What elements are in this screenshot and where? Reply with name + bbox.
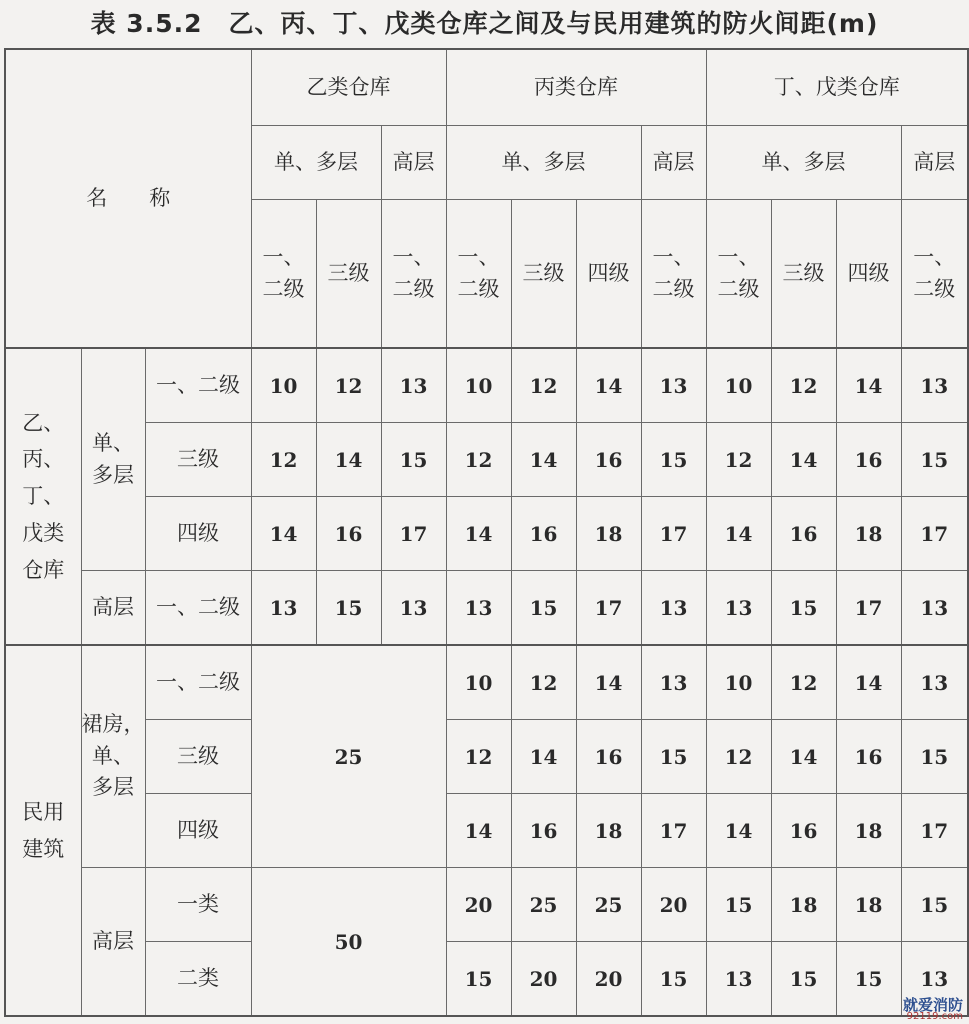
value-cell: 17 xyxy=(576,571,641,646)
high-label: 高层 xyxy=(81,571,145,646)
value-cell: 14 xyxy=(511,720,576,794)
value-cell: 15 xyxy=(511,571,576,646)
value-cell: 18 xyxy=(576,794,641,868)
grade-3-header: 三级 xyxy=(511,200,576,349)
table-row xyxy=(5,497,968,571)
grade-4-header: 四级 xyxy=(836,200,901,349)
value-cell: 14 xyxy=(836,348,901,423)
table-row xyxy=(5,720,968,794)
value-cell: 17 xyxy=(901,794,968,868)
value-cell: 12 xyxy=(446,423,511,497)
grade-12-header: 一、 二级 xyxy=(446,200,511,349)
value-cell: 15 xyxy=(446,942,511,1017)
value-cell: 16 xyxy=(771,794,836,868)
value-cell: 10 xyxy=(446,645,511,720)
value-cell: 13 xyxy=(901,348,968,423)
value-cell: 14 xyxy=(316,423,381,497)
grade-label: 一、二级 xyxy=(145,645,251,720)
grade-12-header: 一、 二级 xyxy=(901,200,968,349)
grade-12-header: 一、 二级 xyxy=(381,200,446,349)
value-cell: 20 xyxy=(641,868,706,942)
high-label: 高层 xyxy=(81,868,145,1017)
value-cell: 18 xyxy=(771,868,836,942)
value-cell: 12 xyxy=(251,423,316,497)
value-cell: 15 xyxy=(836,942,901,1017)
grade-label: 三级 xyxy=(145,720,251,794)
value-cell: 12 xyxy=(706,720,771,794)
value-cell: 13 xyxy=(641,645,706,720)
value-cell: 15 xyxy=(771,571,836,646)
value-cell: 10 xyxy=(706,348,771,423)
table-row xyxy=(5,942,968,1017)
watermark-site: 92119.com xyxy=(906,1011,963,1022)
value-cell: 12 xyxy=(706,423,771,497)
grade-12-header: 一、 二级 xyxy=(706,200,771,349)
grade-label: 四级 xyxy=(145,794,251,868)
value-cell: 16 xyxy=(511,497,576,571)
value-cell: 13 xyxy=(381,348,446,423)
watermark-logo xyxy=(853,996,963,1022)
value-cell: 10 xyxy=(446,348,511,423)
value-cell: 15 xyxy=(771,942,836,1017)
value-cell: 14 xyxy=(511,423,576,497)
value-cell: 15 xyxy=(901,868,968,942)
value-cell: 15 xyxy=(641,423,706,497)
group-bing: 丙类仓库 xyxy=(446,49,706,126)
value-cell: 16 xyxy=(576,423,641,497)
table-row xyxy=(5,423,968,497)
value-cell: 16 xyxy=(836,720,901,794)
value-cell: 13 xyxy=(641,348,706,423)
bing-high: 高层 xyxy=(641,126,706,200)
value-cell: 13 xyxy=(706,571,771,646)
value-cell: 14 xyxy=(836,645,901,720)
value-cell: 25 xyxy=(511,868,576,942)
value-cell: 13 xyxy=(706,942,771,1017)
yi-podium-value: 25 xyxy=(251,645,446,868)
value-cell: 14 xyxy=(576,645,641,720)
grade-label: 一、二级 xyxy=(145,571,251,646)
value-cell: 13 xyxy=(901,645,968,720)
grade-label: 一、二级 xyxy=(145,348,251,423)
value-cell: 17 xyxy=(381,497,446,571)
value-cell: 12 xyxy=(771,348,836,423)
value-cell: 10 xyxy=(251,348,316,423)
value-cell: 17 xyxy=(901,497,968,571)
value-cell: 18 xyxy=(836,497,901,571)
value-cell: 20 xyxy=(576,942,641,1017)
table-row xyxy=(5,868,968,942)
group-yi: 乙类仓库 xyxy=(251,49,446,126)
value-cell: 12 xyxy=(316,348,381,423)
value-cell: 15 xyxy=(641,942,706,1017)
name-header: 名 称 xyxy=(5,49,251,348)
value-cell: 13 xyxy=(901,571,968,646)
class-label: 一类 xyxy=(145,868,251,942)
yi-high-value: 50 xyxy=(251,868,446,1017)
value-cell: 13 xyxy=(901,942,968,1017)
value-cell: 12 xyxy=(771,645,836,720)
single-multi-label: 单、 多层 xyxy=(81,348,145,571)
value-cell: 12 xyxy=(511,645,576,720)
grade-label: 四级 xyxy=(145,497,251,571)
value-cell: 20 xyxy=(511,942,576,1017)
table-row xyxy=(5,571,968,646)
table-title: 表 3.5.2 乙、丙、丁、戊类仓库之间及与民用建筑的防火间距(m) xyxy=(90,9,879,38)
value-cell: 14 xyxy=(706,497,771,571)
value-cell: 14 xyxy=(446,497,511,571)
value-cell: 15 xyxy=(901,720,968,794)
value-cell: 13 xyxy=(381,571,446,646)
warehouse-label: 乙、 丙、 丁、 戊类 仓库 xyxy=(5,348,81,645)
value-cell: 14 xyxy=(706,794,771,868)
bing-single-multi: 单、多层 xyxy=(446,126,641,200)
value-cell: 10 xyxy=(706,645,771,720)
grade-4-header: 四级 xyxy=(576,200,641,349)
class-label: 二类 xyxy=(145,942,251,1017)
value-cell: 14 xyxy=(771,720,836,794)
value-cell: 16 xyxy=(836,423,901,497)
value-cell: 16 xyxy=(511,794,576,868)
dw-single-multi: 单、多层 xyxy=(706,126,901,200)
grade-12-header: 一、 二级 xyxy=(641,200,706,349)
table-row xyxy=(5,794,968,868)
value-cell: 13 xyxy=(446,571,511,646)
value-cell: 14 xyxy=(576,348,641,423)
value-cell: 12 xyxy=(511,348,576,423)
value-cell: 13 xyxy=(251,571,316,646)
value-cell: 18 xyxy=(836,794,901,868)
value-cell: 14 xyxy=(446,794,511,868)
value-cell: 15 xyxy=(706,868,771,942)
header-row-groups xyxy=(5,49,968,126)
group-ding-wu: 丁、戊类仓库 xyxy=(706,49,968,126)
value-cell: 25 xyxy=(576,868,641,942)
value-cell: 16 xyxy=(771,497,836,571)
value-cell: 13 xyxy=(641,571,706,646)
dw-high: 高层 xyxy=(901,126,968,200)
watermark-name: 就爱消防 xyxy=(902,996,963,1014)
value-cell: 16 xyxy=(576,720,641,794)
grade-3-header: 三级 xyxy=(771,200,836,349)
value-cell: 15 xyxy=(381,423,446,497)
value-cell: 14 xyxy=(771,423,836,497)
fire-distance-table xyxy=(4,48,969,1017)
value-cell: 12 xyxy=(446,720,511,794)
value-cell: 15 xyxy=(901,423,968,497)
value-cell: 17 xyxy=(836,571,901,646)
table-row xyxy=(5,348,968,423)
yi-single-multi: 单、多层 xyxy=(251,126,381,200)
value-cell: 14 xyxy=(251,497,316,571)
grade-3-header: 三级 xyxy=(316,200,381,349)
value-cell: 18 xyxy=(576,497,641,571)
value-cell: 17 xyxy=(641,794,706,868)
value-cell: 17 xyxy=(641,497,706,571)
table-row xyxy=(5,645,968,720)
civil-label: 民用 建筑 xyxy=(5,645,81,1016)
grade-label: 三级 xyxy=(145,423,251,497)
value-cell: 20 xyxy=(446,868,511,942)
value-cell: 15 xyxy=(641,720,706,794)
podium-label: 裙房， 单、 多层 xyxy=(81,645,145,868)
value-cell: 15 xyxy=(316,571,381,646)
yi-high: 高层 xyxy=(381,126,446,200)
grade-12-header: 一、 二级 xyxy=(251,200,316,349)
value-cell: 18 xyxy=(836,868,901,942)
value-cell: 16 xyxy=(316,497,381,571)
